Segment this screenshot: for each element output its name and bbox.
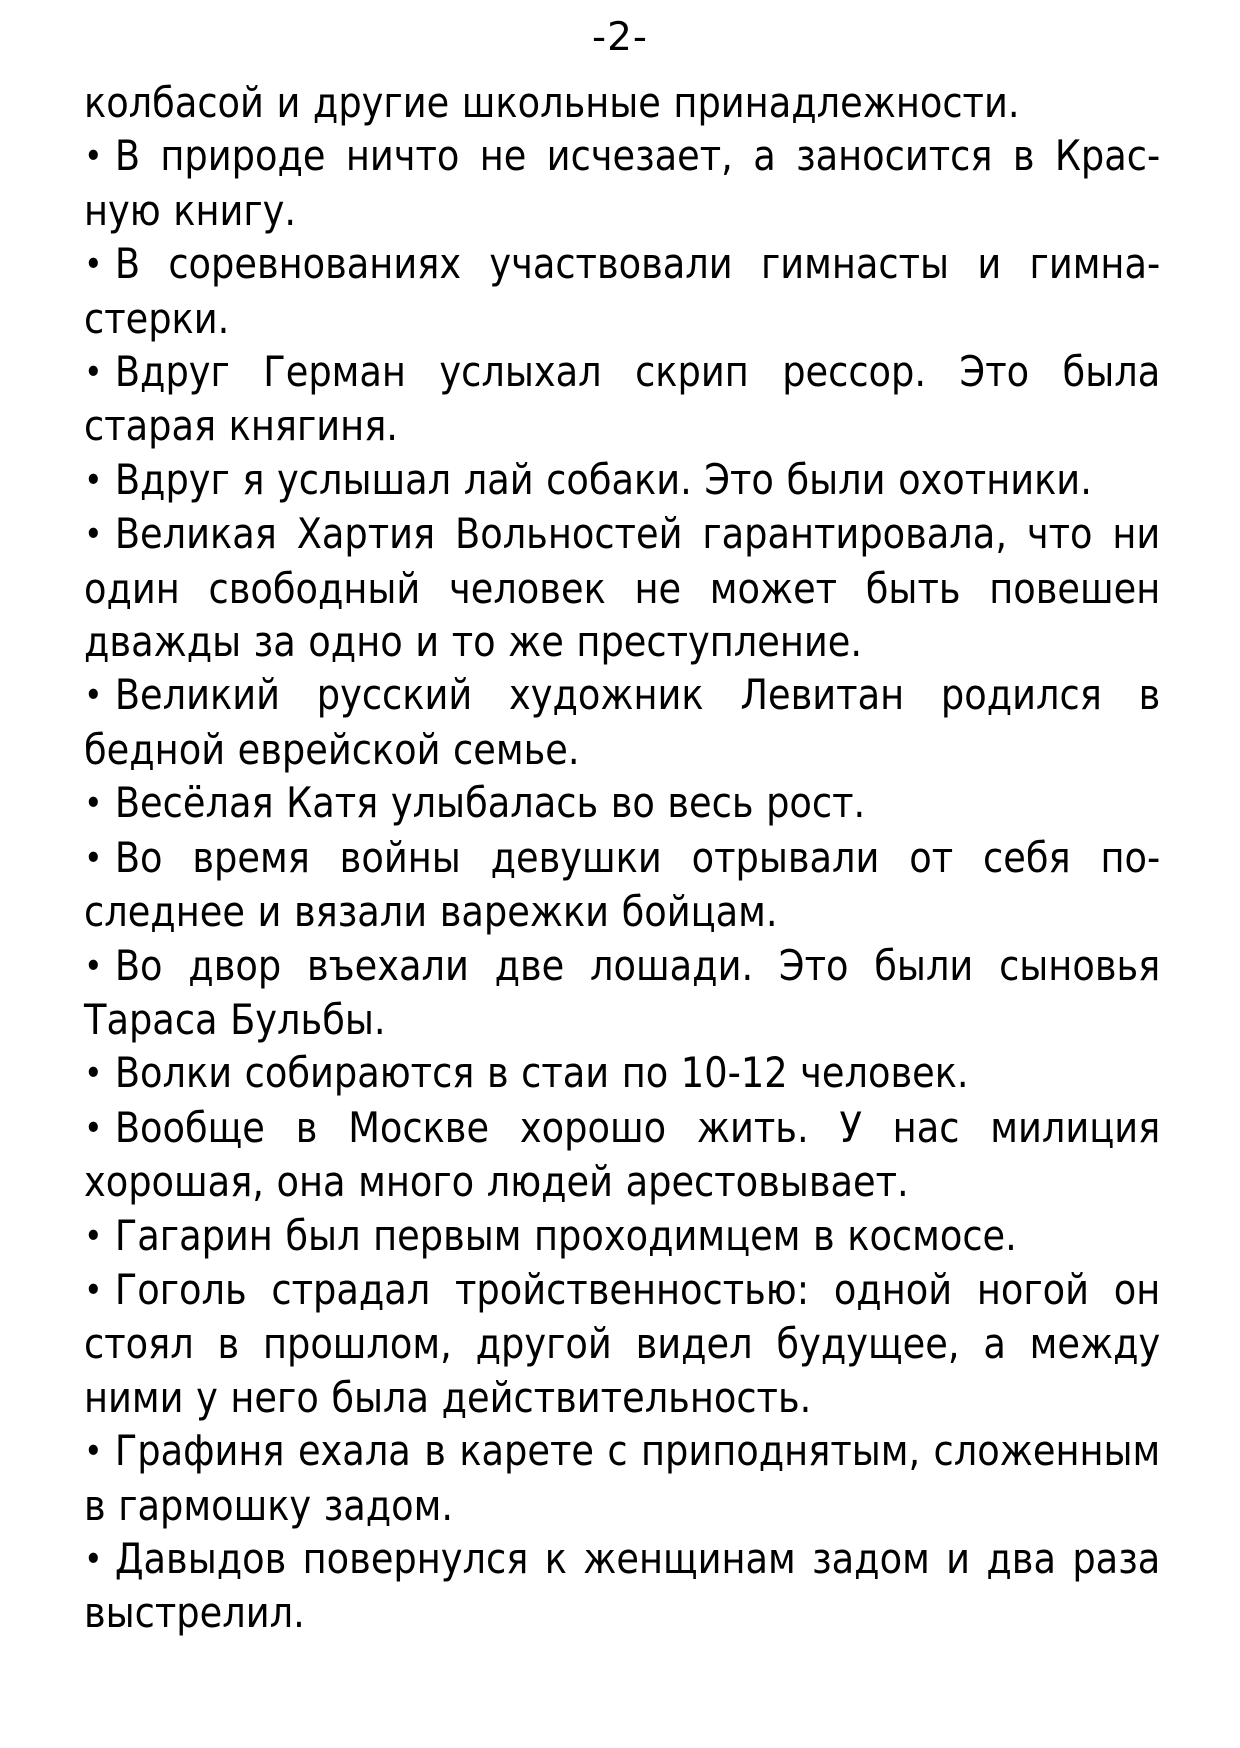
- list-item: • Гоголь страдал тройственностью: одной ногой он стоял в прошлом, другой видел будущее, а между ними у него была действительность.: [84, 1263, 1160, 1424]
- page-number: -2-: [592, 15, 648, 60]
- list-item: • Давыдов повернулся к женщинам задом и два раза выстрелил.: [84, 1532, 1160, 1640]
- list-item: • Весёлая Катя улыбалась во весь рост.: [84, 776, 1160, 830]
- list-item: • Во время войны девушки отрывали от себя последнее и вязали варежки бойцам.: [84, 831, 1160, 939]
- list-item: • Великая Хартия Вольностей гарантировала, что ни один свободный человек не может быть повешен дважды за одно и то же преступление.: [84, 507, 1160, 668]
- list-item: • Великий русский художник Левитан родился в бедной еврейской семье.: [84, 668, 1160, 776]
- list-item: • В природе ничто не исчезает, а заносится в Красную книгу.: [84, 129, 1160, 237]
- continuation-line: колбасой и другие школьные принадлежности.: [84, 78, 1020, 127]
- list-item: • Графиня ехала в карете с приподнятым, сложенным в гармошку задом.: [84, 1424, 1160, 1532]
- list-item: • Волки собираются в стаи по 10-12 человек.: [84, 1046, 1160, 1100]
- list-item: • Гагарин был первым проходимцем в космосе.: [84, 1209, 1160, 1263]
- list-item: • Вдруг Герман услыхал скрип рессор. Это была старая княгиня.: [84, 345, 1160, 453]
- text-body: [84, 76, 1160, 1640]
- list-item: • Вдруг я услышал лай собаки. Это были охотники.: [84, 453, 1160, 507]
- list-item: • В соревнованиях участвовали гимнасты и гимнастерки.: [84, 237, 1160, 345]
- list-item: • Вообще в Москве хорошо жить. У нас милиция хорошая, она много людей арестовывает.: [84, 1101, 1160, 1209]
- list-item: • Во двор въехали две лошади. Это были сыновья Тараса Бульбы.: [84, 939, 1160, 1047]
